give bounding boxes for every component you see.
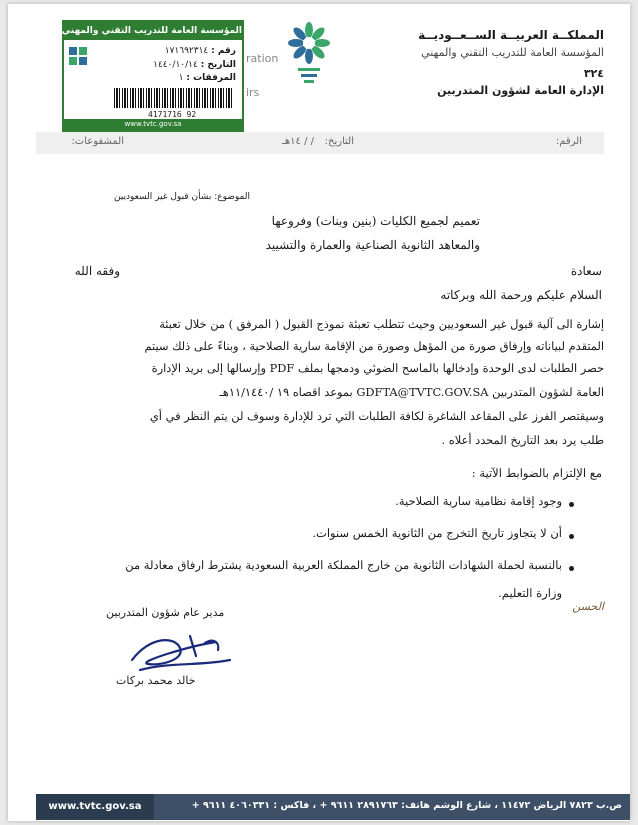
stamp-date: التاريخ : ١٤٤٠/١٠/١٤	[153, 60, 236, 70]
stamp-website: www.tvtc.gov.sa	[64, 119, 242, 130]
reference-date-value: / / ١٤هـ	[281, 136, 314, 147]
tvtc-logo-icon	[288, 22, 330, 86]
reference-date-label: التاريخ:	[324, 136, 354, 147]
reference-number-label: الرقم:	[555, 136, 582, 147]
letter-subject: الموضوع: بشأن قبول غير السعوديين	[113, 192, 250, 202]
barcode-number: 4171716 92	[148, 110, 197, 119]
paragraph-line-email: العامة لشؤون المتدربين GDFTA@TVTC.GOV.SA بموعد اقصاه ١٩ /١١/١٤٤٠هـ	[219, 385, 604, 399]
kingdom-name: المملكــة العربيــة الســعــوديــة	[418, 28, 604, 42]
footer-website: www.tvtc.gov.sa	[36, 794, 154, 820]
reference-attachments-label: المشفوعات:	[71, 136, 124, 147]
paragraph-line: المتقدم لبياناته وإرفاق صورة من المؤهل وصورة من الإقامة سارية الصلاحية ، وبناءً على ذلك سيتم	[144, 339, 604, 353]
department-name: الإدارة العامة لشؤون المتدربين	[437, 84, 604, 97]
incoming-stamp	[62, 20, 244, 132]
stamp-title: المؤسسة العامة للتدريب التقني والمهني	[64, 22, 242, 40]
paragraph-line: حصر الطلبات لدى الوحدة وإدخالها بالماسح الضوئي ودمجها بملف PDF وإرسالها إلى بريد الإدارة	[151, 361, 604, 375]
condition-item-continued: وزارة التعليم.	[498, 586, 562, 600]
stamp-attachments: المرفقات : ١	[178, 73, 236, 83]
greeting: السلام عليكم ورحمة الله وبركاته	[440, 288, 602, 302]
footer-address: ص.ب ٧٨٢٣ الرياض ١١٤٧٢ ، شارع الوشم هاتف: ٢٨٩١٧٦٣ ٩٦١١ + ، فاكس : ٤٠٦٠٣٣١ ٩٦١١ +	[191, 800, 622, 811]
bullet-dot	[569, 502, 574, 507]
condition-item: بالنسبة لحملة الشهادات الثانوية من خارج المملكة العربية السعودية يشترط ارفاق معادلة من	[125, 558, 562, 572]
stamp-emblem-icon	[68, 46, 88, 66]
salutation-saada: سعادة	[570, 264, 602, 278]
circular-line: تعميم لجميع الكليات (بنين وبنات) وفروعها	[271, 214, 480, 228]
paragraph-line: إشارة الى آلية قبول غير السعوديين وحيث تتطلب تعبئة نموذج القبول ( المرفق ) من خلال تعبئة	[159, 317, 604, 331]
organization-name: المؤسسة العامة للتدريب التقني والمهني	[421, 46, 604, 59]
bullet-dot	[569, 534, 574, 539]
letter-footer	[36, 794, 630, 820]
organization-code: ٣٢٤	[583, 67, 604, 80]
paragraph-line: وسيقتصر الفرز على المقاعد الشاغرة لكافة الطلبات التي ترد للإدارة وسوف لن يتم النظر في أي	[149, 409, 604, 423]
signatory-name: خالد محمد بركات	[116, 674, 196, 687]
signatory-title: مدير عام شؤون المتدربين	[106, 606, 225, 619]
bullet-dot	[569, 566, 574, 571]
signature-initial: الحسن	[572, 600, 604, 613]
stamp-barcode	[114, 88, 232, 108]
institutes-line: والمعاهد الثانوية الصناعية والعمارة والتشييد	[265, 238, 480, 252]
paragraph-line: طلب يرد بعد التاريخ المحدد أعلاه .	[441, 433, 604, 447]
conditions-intro: مع الإلتزام بالضوابط الآتية :	[471, 466, 602, 480]
condition-item: وجود إقامة نظامية سارية الصلاحية.	[395, 494, 562, 508]
salutation-wafaqahu: وفقه الله	[74, 264, 120, 278]
stamp-number: رقم : ١٧١٦٩٢٣١٤	[164, 46, 236, 56]
background-english-text: ration	[246, 52, 279, 65]
letter-page	[8, 4, 630, 821]
handwritten-signature	[120, 626, 240, 678]
reference-bar	[36, 132, 604, 154]
background-english-text-2: irs	[246, 86, 260, 99]
condition-item: أن لا يتجاوز تاريخ التخرج من الثانوية الخمس سنوات.	[312, 526, 562, 540]
